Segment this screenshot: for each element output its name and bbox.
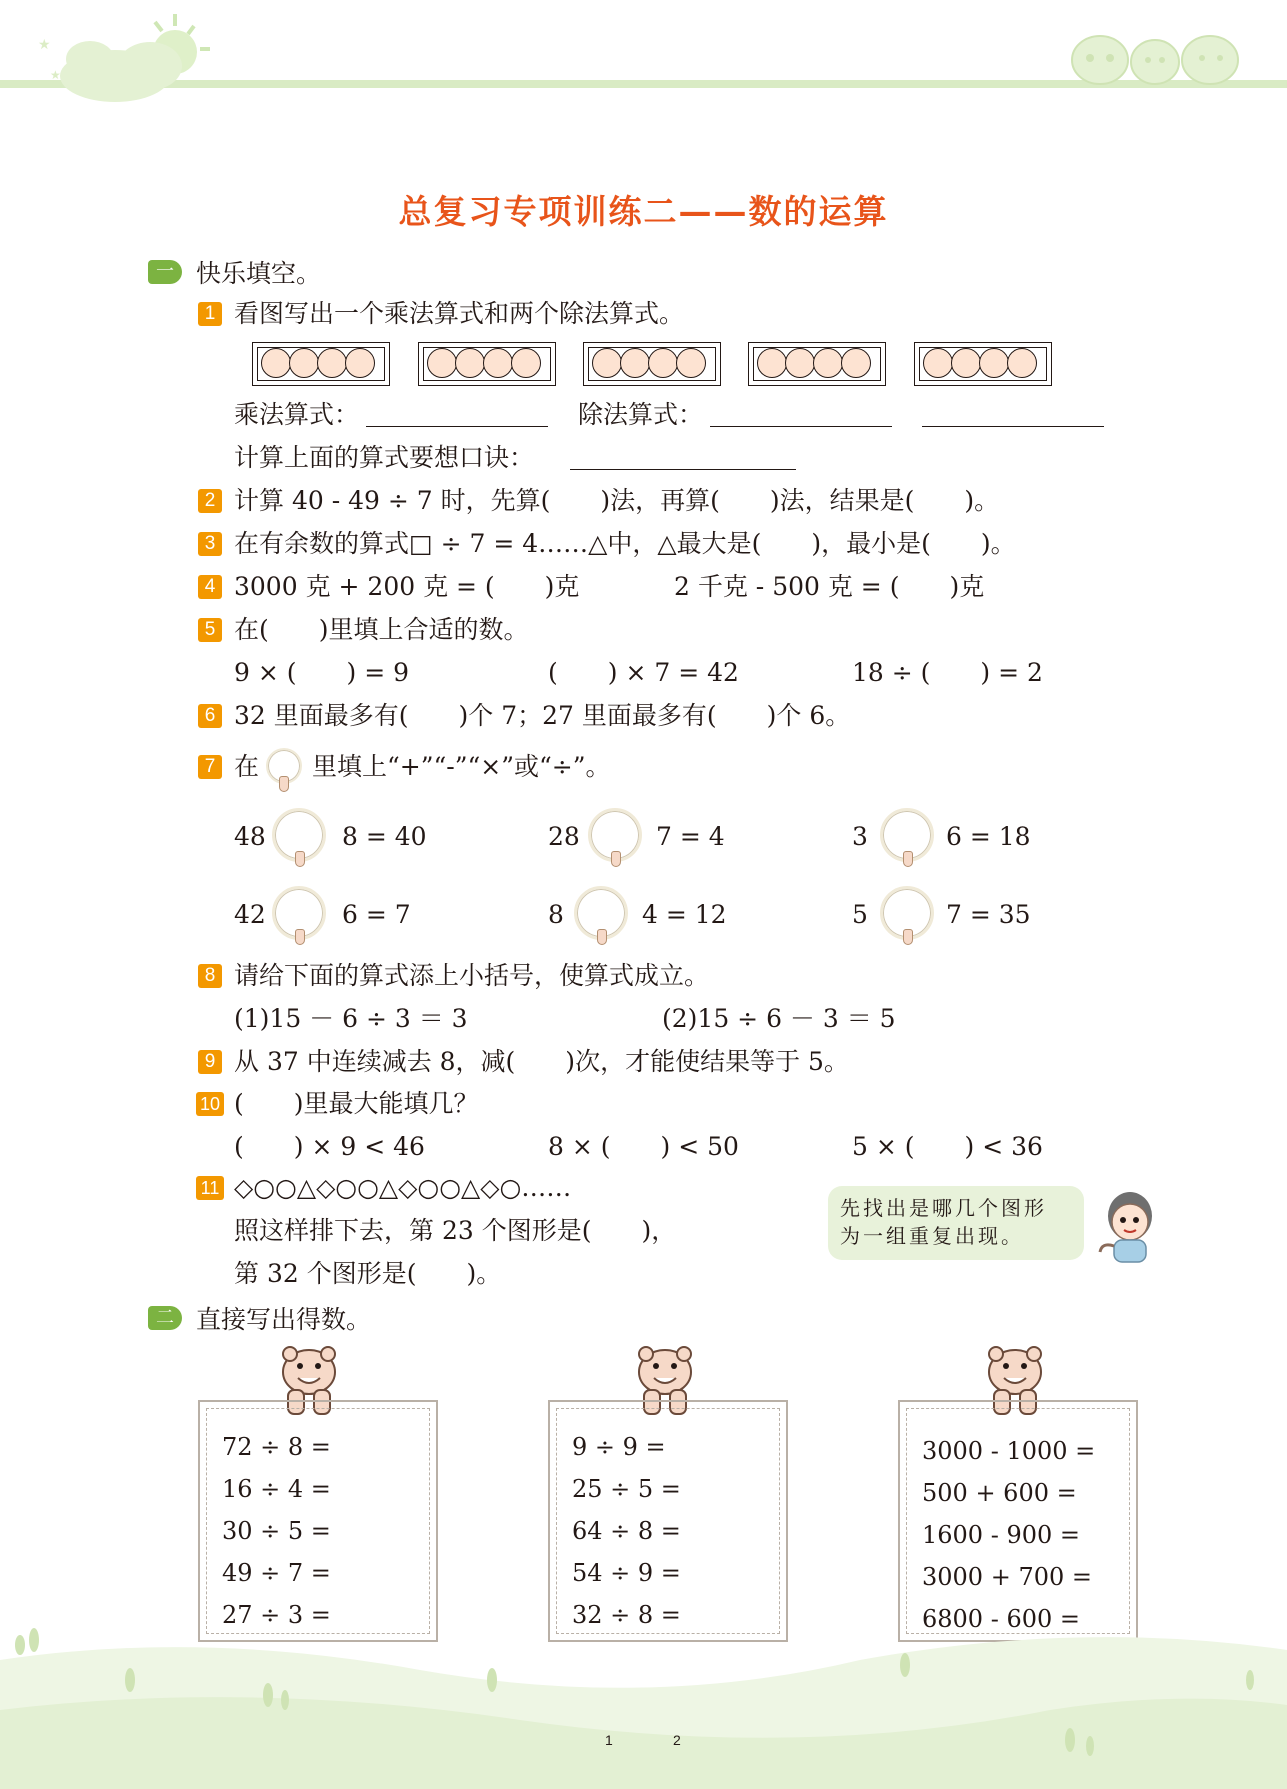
q7-left-operand: 42 bbox=[234, 900, 266, 929]
question-11-line-3: 第 32 个图形是( )。 bbox=[234, 1259, 502, 1288]
q7-left-operand: 8 bbox=[548, 900, 564, 929]
calc-card-3 bbox=[898, 1400, 1138, 1642]
question-number-11: 11 bbox=[196, 1176, 224, 1200]
circle-group-5 bbox=[914, 342, 1052, 386]
circle-group-3 bbox=[583, 342, 721, 386]
question-7-instruction: 里填上“+”“-”“×”或“÷”。 bbox=[312, 752, 611, 781]
q7-left-operand: 48 bbox=[234, 822, 266, 851]
page-number-right: 2 bbox=[673, 1732, 681, 1748]
calc-item: 30 ÷ 5 = bbox=[222, 1517, 331, 1545]
division-answer-line-1[interactable] bbox=[710, 408, 892, 427]
section-badge-1: 一 bbox=[148, 260, 182, 284]
question-10-part-c: 5 × ( ) < 36 bbox=[852, 1132, 1043, 1161]
hint-line-2: 为一组重复出现。 bbox=[840, 1224, 1024, 1248]
calc-item: 54 ÷ 9 = bbox=[572, 1559, 681, 1587]
question-5-part-b: ( ) × 7 = 42 bbox=[548, 658, 739, 687]
q7-left-operand: 3 bbox=[852, 822, 868, 851]
calc-item: 9 ÷ 9 = bbox=[572, 1433, 666, 1461]
operator-circle-input[interactable] bbox=[272, 886, 326, 940]
question-4-part-b: 2 千克 - 500 克 = ( )克 bbox=[674, 572, 985, 601]
question-7-prefix: 在 bbox=[234, 752, 260, 781]
svg-text:★: ★ bbox=[50, 68, 61, 82]
operator-circle-input[interactable] bbox=[272, 808, 326, 862]
page-number-left: 1 bbox=[605, 1732, 613, 1748]
boy-character-illustration bbox=[1096, 1186, 1160, 1268]
question-1-text: 看图写出一个乘法算式和两个除法算式。 bbox=[234, 299, 685, 328]
question-5-part-c: 18 ÷ ( ) = 2 bbox=[852, 658, 1043, 687]
question-number-4: 4 bbox=[198, 575, 222, 599]
svg-text:★: ★ bbox=[38, 37, 51, 53]
question-number-1: 1 bbox=[198, 302, 222, 326]
question-number-2: 2 bbox=[198, 489, 222, 513]
q7-right-operand: 7 = 35 bbox=[946, 900, 1031, 929]
operator-circle-input[interactable] bbox=[880, 886, 934, 940]
question-number-8: 8 bbox=[198, 964, 222, 988]
question-6-text: 32 里面最多有( )个 7；27 里面最多有( )个 6。 bbox=[234, 701, 851, 730]
question-number-7: 7 bbox=[198, 755, 222, 779]
multiplication-answer-line[interactable] bbox=[366, 408, 548, 427]
operator-circle-example bbox=[266, 748, 302, 784]
hills-background bbox=[0, 1620, 1287, 1789]
question-5-text: 在( )里填上合适的数。 bbox=[234, 615, 529, 644]
calc-item: 16 ÷ 4 = bbox=[222, 1475, 331, 1503]
division-answer-line-2[interactable] bbox=[922, 408, 1104, 427]
calc-item: 500 + 600 = bbox=[922, 1479, 1077, 1507]
section-badge-2: 二 bbox=[148, 1306, 182, 1330]
q7-right-operand: 4 = 12 bbox=[642, 900, 727, 929]
calc-item: 72 ÷ 8 = bbox=[222, 1433, 331, 1461]
calc-item: 1600 - 900 = bbox=[922, 1521, 1080, 1549]
question-9-text: 从 37 中连续减去 8，减( )次，才能使结果等于 5。 bbox=[234, 1047, 849, 1076]
calc-item: 3000 + 700 = bbox=[922, 1563, 1092, 1591]
circle-group-1 bbox=[252, 342, 390, 386]
question-4-part-a: 3000 克 + 200 克 = ( )克 bbox=[234, 572, 580, 601]
question-10-part-a: ( ) × 9 < 46 bbox=[234, 1132, 425, 1161]
hint-line-1: 先找出是哪几个图形 bbox=[840, 1196, 1047, 1220]
section-title-1: 快乐填空。 bbox=[196, 259, 322, 288]
calc-card-2 bbox=[548, 1400, 788, 1642]
q7-right-operand: 8 = 40 bbox=[342, 822, 427, 851]
calc-item: 27 ÷ 3 = bbox=[222, 1601, 331, 1629]
rhyme-answer-line[interactable] bbox=[570, 451, 796, 470]
question-number-3: 3 bbox=[198, 532, 222, 556]
circle-group-4 bbox=[748, 342, 886, 386]
shape-pattern: ◇○○△◇○○△◇○○△◇○…… bbox=[234, 1173, 572, 1202]
question-8-part-b: (2)15 ÷ 6 － 3 ＝ 5 bbox=[662, 1004, 896, 1033]
question-number-5: 5 bbox=[198, 618, 222, 642]
question-5-part-a: 9 × ( ) = 9 bbox=[234, 658, 410, 687]
page-title: 总复习专项训练二——数的运算 bbox=[398, 192, 889, 231]
question-number-9: 9 bbox=[198, 1050, 222, 1074]
calc-item: 64 ÷ 8 = bbox=[572, 1517, 681, 1545]
question-3-text: 在有余数的算式□ ÷ 7 = 4……△中，△最大是( )，最小是( )。 bbox=[234, 529, 1016, 558]
operator-circle-input[interactable] bbox=[880, 808, 934, 862]
hint-bubble bbox=[828, 1186, 1084, 1260]
question-8-part-a: (1)15 － 6 ÷ 3 ＝ 3 bbox=[234, 1004, 468, 1033]
multiplication-label: 乘法算式： bbox=[234, 400, 360, 429]
q7-left-operand: 28 bbox=[548, 822, 580, 851]
question-number-6: 6 bbox=[198, 704, 222, 728]
operator-circle-input[interactable] bbox=[588, 808, 642, 862]
animal-faces-decoration bbox=[1060, 20, 1260, 90]
rhyme-label: 计算上面的算式要想口诀： bbox=[234, 443, 535, 472]
q7-right-operand: 6 = 7 bbox=[342, 900, 411, 929]
q7-right-operand: 7 = 4 bbox=[656, 822, 725, 851]
q7-left-operand: 5 bbox=[852, 900, 868, 929]
calc-card-1 bbox=[198, 1400, 438, 1642]
calc-item: 49 ÷ 7 = bbox=[222, 1559, 331, 1587]
sun-cloud-decoration bbox=[20, 4, 210, 114]
calc-item: 6800 - 600 = bbox=[922, 1605, 1080, 1633]
calc-item: 25 ÷ 5 = bbox=[572, 1475, 681, 1503]
q7-right-operand: 6 = 18 bbox=[946, 822, 1031, 851]
question-number-10: 10 bbox=[196, 1092, 224, 1116]
question-2-text: 计算 40 - 49 ÷ 7 时，先算( )法，再算( )法，结果是( )。 bbox=[234, 486, 1000, 515]
calc-item: 32 ÷ 8 = bbox=[572, 1601, 681, 1629]
question-10-part-b: 8 × ( ) < 50 bbox=[548, 1132, 739, 1161]
operator-circle-input[interactable] bbox=[574, 886, 628, 940]
circle-group-2 bbox=[418, 342, 556, 386]
section-title-2: 直接写出得数。 bbox=[196, 1305, 372, 1334]
division-label: 除法算式： bbox=[578, 400, 704, 429]
question-8-text: 请给下面的算式添上小括号，使算式成立。 bbox=[234, 961, 710, 990]
calc-item: 3000 - 1000 = bbox=[922, 1437, 1096, 1465]
question-11-line-2: 照这样排下去，第 23 个图形是( )， bbox=[234, 1216, 677, 1245]
question-10-text: ( )里最大能填几？ bbox=[234, 1089, 479, 1118]
